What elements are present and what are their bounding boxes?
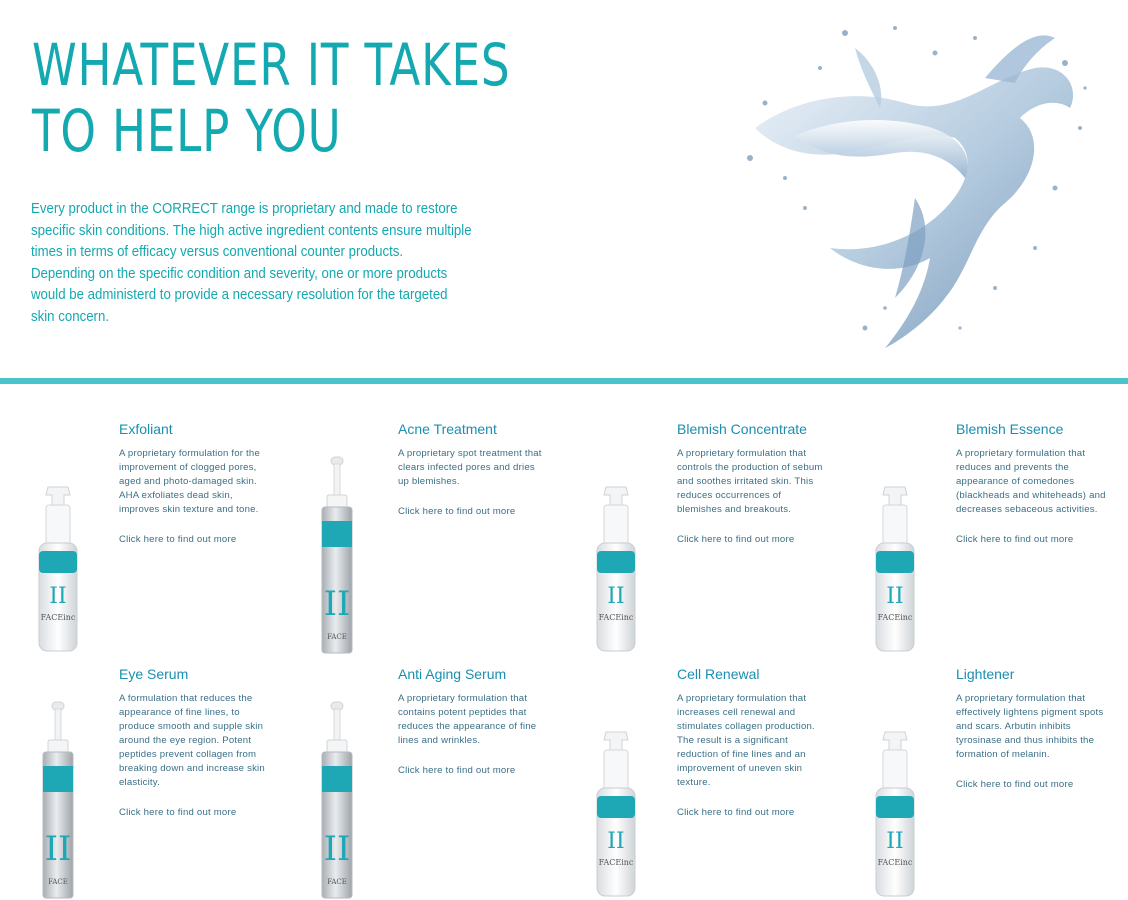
product-name: Acne Treatment bbox=[398, 421, 497, 437]
svg-text:II: II bbox=[607, 829, 625, 854]
find-out-more-link[interactable]: Click here to find out more bbox=[677, 807, 795, 818]
svg-text:FACE: FACE bbox=[327, 878, 347, 886]
find-out-more-link[interactable]: Click here to find out more bbox=[956, 534, 1074, 545]
product-name: Blemish Essence bbox=[956, 421, 1064, 437]
product-bottle-image bbox=[582, 700, 650, 900]
svg-text:II: II bbox=[886, 584, 904, 609]
product-card-cell-renewal bbox=[558, 660, 837, 900]
product-info bbox=[677, 415, 827, 547]
product-name: Anti Aging Serum bbox=[398, 666, 507, 682]
find-out-more-link[interactable]: Click here to find out more bbox=[398, 506, 516, 517]
product-name: Cell Renewal bbox=[677, 666, 760, 682]
intro-text bbox=[31, 199, 473, 329]
product-bottle-image bbox=[303, 455, 371, 655]
find-out-more-link[interactable]: Click here to find out more bbox=[956, 779, 1074, 790]
svg-text:II: II bbox=[886, 829, 904, 854]
product-bottle-image bbox=[582, 455, 650, 655]
find-out-more-link[interactable]: Click here to find out more bbox=[119, 807, 237, 818]
svg-text:II: II bbox=[44, 829, 72, 869]
product-info bbox=[119, 660, 269, 820]
svg-text:FACEinc: FACEinc bbox=[598, 613, 634, 622]
product-description: A proprietary formulation that controls the production of sebum and soothes irritated skin. This reduces occurrences of blemishes and breakouts. bbox=[677, 448, 823, 515]
intro-paragraph-1: Every product in the CORRECT range is proprietary and made to restore specific skin conditions. The high active ingredient contents ensure multiple times in terms of efficacy versus conventional counter products. bbox=[31, 201, 472, 261]
product-info bbox=[398, 660, 548, 778]
product-description: A proprietary formulation that effectively lightens pigment spots and scars. Arbutin inhibits tyrosinase and thus inhibits the formation of melanin. bbox=[956, 693, 1104, 760]
product-card-exfoliant bbox=[0, 415, 279, 655]
product-card-blemish-concentrate bbox=[558, 415, 837, 655]
product-card-acne-treatment bbox=[279, 415, 558, 655]
product-card-blemish-essence bbox=[837, 415, 1116, 655]
svg-text:FACE: FACE bbox=[327, 633, 347, 641]
svg-text:FACEinc: FACEinc bbox=[877, 613, 913, 622]
product-description: A proprietary formulation that reduces and prevents the appearance of comedones (blackheads and whiteheads) and decreases sebaceous activities. bbox=[956, 448, 1106, 515]
product-description: A proprietary formulation that contains potent peptides that reduces the appearance of fine lines and wrinkles. bbox=[398, 693, 537, 746]
product-info bbox=[398, 415, 548, 519]
product-card-anti-aging-serum bbox=[279, 660, 558, 900]
product-bottle-image bbox=[303, 700, 371, 900]
find-out-more-link[interactable]: Click here to find out more bbox=[119, 534, 237, 545]
product-card-eye-serum bbox=[0, 660, 279, 900]
product-description: A proprietary formulation for the improvement of clogged pores, aged and photo-damaged skin. AHA exfoliates dead skin, improves skin texture and tone. bbox=[119, 448, 260, 515]
product-description: A proprietary spot treatment that clears infected pores and dries up blemishes. bbox=[398, 448, 542, 487]
hero-title-line-1: WHATEVER IT TAKES bbox=[32, 31, 511, 99]
hero-title-line-2: TO HELP YOU bbox=[32, 97, 342, 165]
product-description: A formulation that reduces the appearance of fine lines, to produce smooth and supple skin around the eye region. Potent peptides prevent collagen from breaking down and increase skin elasticity. bbox=[119, 693, 265, 788]
svg-text:FACEinc: FACEinc bbox=[877, 858, 913, 867]
section-divider bbox=[0, 378, 1128, 384]
svg-text:II: II bbox=[323, 584, 351, 624]
svg-text:II: II bbox=[607, 584, 625, 609]
product-info bbox=[677, 660, 827, 820]
intro-paragraph-2: Depending on the specific condition and severity, one or more products would be administerd to provide a necessary resolution for the targeted skin concern. bbox=[31, 265, 448, 325]
product-name: Eye Serum bbox=[119, 666, 189, 682]
product-description: A proprietary formulation that increases cell renewal and stimulates collagen production. The result is a significant reduction of fine lines and an improvement of uneven skin texture. bbox=[677, 693, 815, 788]
product-card-lightener bbox=[837, 660, 1116, 900]
hero-title bbox=[32, 32, 510, 164]
product-info bbox=[956, 660, 1106, 792]
product-name: Exfoliant bbox=[119, 421, 173, 437]
product-bottle-image bbox=[861, 455, 929, 655]
svg-text:II: II bbox=[49, 584, 67, 609]
product-bottle-image bbox=[861, 700, 929, 900]
product-name: Blemish Concentrate bbox=[677, 421, 807, 437]
product-bottle-image bbox=[24, 455, 92, 655]
svg-text:FACEinc: FACEinc bbox=[40, 613, 76, 622]
find-out-more-link[interactable]: Click here to find out more bbox=[398, 765, 516, 776]
product-info bbox=[956, 415, 1106, 547]
water-splash-image bbox=[735, 8, 1095, 360]
find-out-more-link[interactable]: Click here to find out more bbox=[677, 534, 795, 545]
svg-text:II: II bbox=[323, 829, 351, 869]
svg-text:FACEinc: FACEinc bbox=[598, 858, 634, 867]
product-bottle-image bbox=[24, 700, 92, 900]
product-info bbox=[119, 415, 269, 547]
svg-text:FACE: FACE bbox=[48, 878, 68, 886]
product-name: Lightener bbox=[956, 666, 1015, 682]
